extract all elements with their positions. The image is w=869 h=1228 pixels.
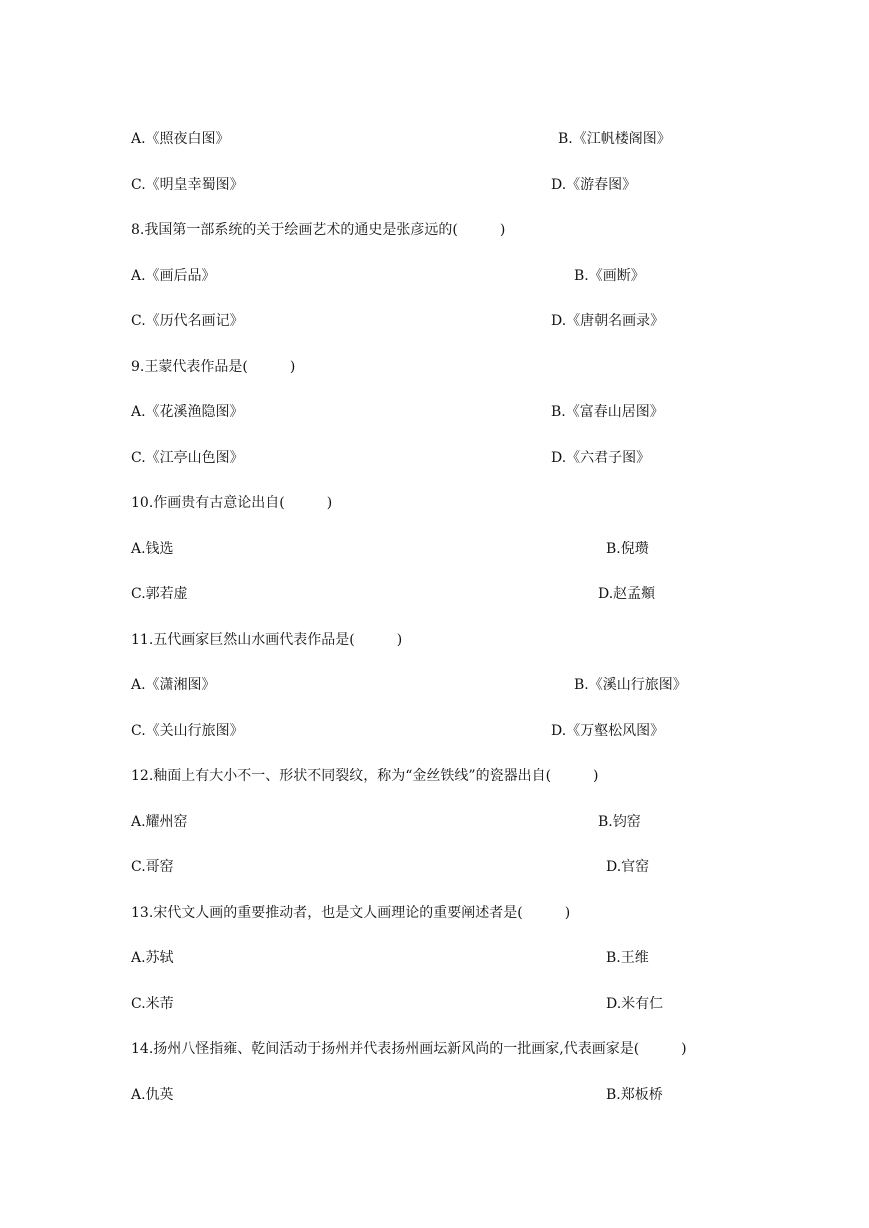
option-10d: D.赵孟頫 <box>598 586 656 602</box>
option-13a: A.苏轼 <box>131 950 174 966</box>
option-7c: C.《明皇幸蜀图》 <box>131 177 244 193</box>
option-10a: A.钱选 <box>131 541 174 557</box>
option-8b: B.《画断》 <box>574 268 645 284</box>
option-12c: C.哥窑 <box>131 859 174 875</box>
option-9d: D.《六君子图》 <box>551 450 651 466</box>
option-11d: D.《万壑松风图》 <box>551 723 665 739</box>
option-13b: B.王维 <box>606 950 649 966</box>
question-14: 14.扬州八怪指雍、乾间活动于扬州并代表扬州画坛新风尚的一批画家,代表画家是( ) <box>131 1041 687 1057</box>
question-8: 8.我国第一部系统的关于绘画艺术的通史是张彦远的( ) <box>131 222 506 238</box>
option-10c: C.郭若虚 <box>131 586 188 602</box>
option-12a: A.耀州窑 <box>131 814 188 830</box>
option-12d: D.官窑 <box>606 859 650 875</box>
question-12: 12.釉面上有大小不一、形状不同裂纹，称为“金丝铁线”的瓷器出自( ) <box>131 768 599 784</box>
option-12b: B.钧窑 <box>598 814 641 830</box>
option-7a: A.《照夜白图》 <box>131 131 230 147</box>
option-11a: A.《潇湘图》 <box>131 677 216 693</box>
option-8a: A.《画后品》 <box>131 268 216 284</box>
option-13c: C.米芾 <box>131 996 174 1012</box>
option-8d: D.《唐朝名画录》 <box>551 313 665 329</box>
option-7b: B.《江帆楼阁图》 <box>558 131 671 147</box>
question-13: 13.宋代文人画的重要推动者，也是文人画理论的重要阐述者是( ) <box>131 905 571 921</box>
option-7d: D.《游春图》 <box>551 177 637 193</box>
option-10b: B.倪瓒 <box>606 541 649 557</box>
option-8c: C.《历代名画记》 <box>131 313 244 329</box>
option-11c: C.《关山行旅图》 <box>131 723 244 739</box>
option-11b: B.《溪山行旅图》 <box>574 677 687 693</box>
option-14b: B.郑板桥 <box>606 1087 663 1103</box>
option-9b: B.《富春山居图》 <box>551 404 664 420</box>
option-14a: A.仇英 <box>131 1087 174 1103</box>
question-10: 10.作画贵有古意论出自( ) <box>131 495 333 511</box>
question-9: 9.王蒙代表作品是( ) <box>131 359 296 375</box>
option-9c: C.《江亭山色图》 <box>131 450 244 466</box>
option-13d: D.米有仁 <box>606 996 664 1012</box>
question-11: 11.五代画家巨然山水画代表作品是( ) <box>131 632 403 648</box>
option-9a: A.《花溪渔隐图》 <box>131 404 244 420</box>
